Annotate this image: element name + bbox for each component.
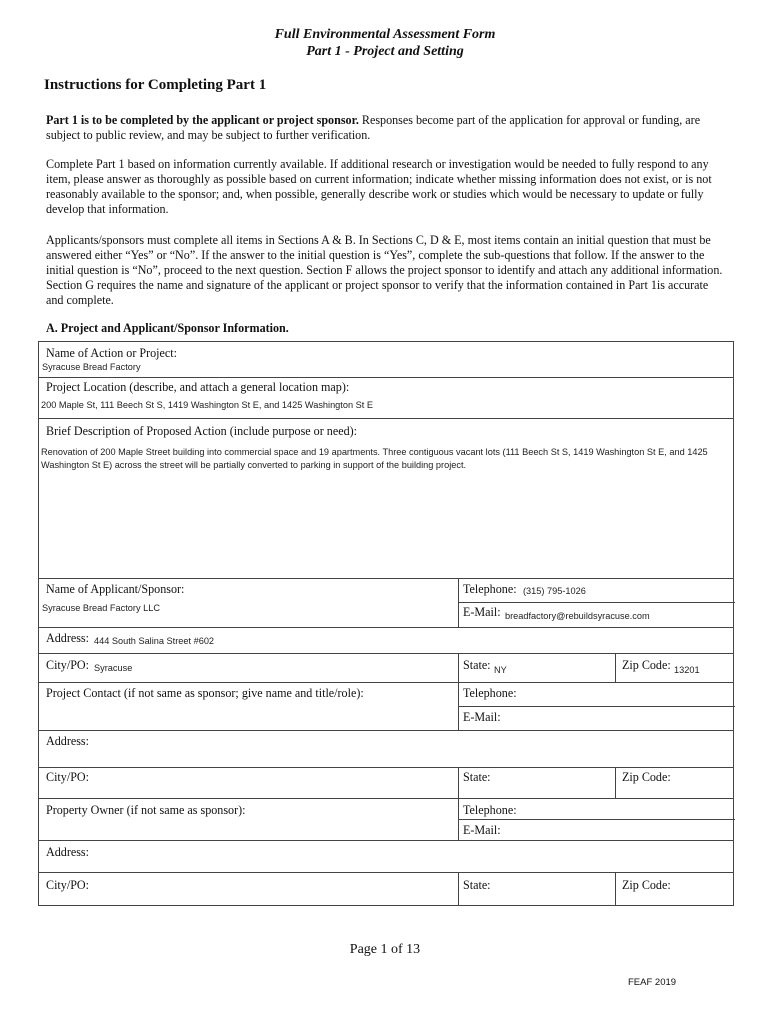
column-divider — [458, 798, 459, 840]
applicant-zip-label: Zip Code: — [622, 658, 671, 672]
applicant-state-field[interactable]: NY — [494, 665, 507, 675]
action-name-label: Name of Action or Project: — [46, 346, 177, 360]
contact-address-label: Address: — [46, 734, 89, 748]
row-divider — [39, 653, 733, 654]
column-divider — [458, 872, 459, 906]
instructions-heading: Instructions for Completing Part 1 — [44, 77, 267, 93]
owner-email-label: E-Mail: — [463, 823, 501, 837]
owner-telephone-label: Telephone: — [463, 803, 517, 817]
form-subtitle: Part 1 - Project and Setting — [306, 44, 464, 59]
instructions-paragraph-3: Applicants/sponsors must complete all items in Sections A & B. In Sections C, D & E, most items contain an initial question that must be answered either “Yes” or “No”. If the answer to the initial question is “Yes”, complete the sub-questions that follow. If the answer to the initial question is “No”, proceed to the next question. Section F allows the project sponsor to identify and attach any additional information. Section G requires the name and signature of the applicant or project sponsor to verify that the information contained in Part 1is accurate and complete. — [46, 233, 723, 307]
column-divider — [615, 872, 616, 906]
column-divider — [615, 767, 616, 798]
owner-address-label: Address: — [46, 845, 89, 859]
column-divider — [458, 767, 459, 798]
column-divider — [615, 653, 616, 682]
applicant-name-field[interactable]: Syracuse Bread Factory LLC — [42, 603, 160, 613]
owner-city-label: City/PO: — [46, 878, 90, 892]
contact-email-label: E-Mail: — [463, 710, 501, 724]
owner-name-label: Property Owner (if not same as sponsor): — [46, 803, 246, 817]
section-a-heading: A. Project and Applicant/Sponsor Information. — [46, 321, 289, 335]
applicant-state-label: State: — [463, 658, 491, 672]
row-divider — [39, 682, 733, 683]
instructions-p1-text: Responses become part of the application for approval or funding, are subject to public review, and may be subject to further verification. — [46, 113, 701, 142]
action-name-field[interactable]: Syracuse Bread Factory — [42, 362, 141, 372]
owner-state-label: State: — [463, 878, 491, 892]
row-divider — [458, 706, 735, 707]
page-number: Page 1 of 13 — [349, 942, 421, 957]
applicant-city-label: City/PO: — [46, 658, 90, 672]
applicant-address-label: Address: — [46, 631, 89, 645]
row-divider — [39, 578, 733, 579]
instructions-paragraph-2: Complete Part 1 based on information currently available. If additional research or investigation would be needed to fully respond to any item, please answer as thoroughly as possible based on current information; indicate whether missing information does not exist, or is not reasonably available to the sponsor; and, when possible, generally describe work or studies which would be necessary to update or fully develop that information. — [46, 157, 712, 216]
applicant-email-field[interactable]: breadfactory@rebuildsyracuse.com — [505, 611, 650, 621]
row-divider — [39, 767, 733, 768]
contact-zip-label: Zip Code: — [622, 770, 671, 784]
column-divider — [458, 653, 459, 730]
contact-state-label: State: — [463, 770, 491, 784]
row-divider — [39, 377, 733, 378]
applicant-email-label: E-Mail: — [463, 605, 501, 619]
applicant-name-label: Name of Applicant/Sponsor: — [46, 582, 185, 596]
row-divider — [39, 418, 733, 419]
form-title: Full Environmental Assessment Form — [274, 27, 496, 42]
instructions-p1-bold: Part 1 is to be completed by the applicant or project sponsor. — [46, 113, 359, 127]
form-code: FEAF 2019 — [628, 977, 677, 988]
row-divider — [458, 819, 735, 820]
instructions-paragraph-1 — [46, 113, 726, 143]
owner-zip-label: Zip Code: — [622, 878, 671, 892]
contact-city-label: City/PO: — [46, 770, 90, 784]
row-divider — [39, 872, 733, 873]
section-a-form — [38, 341, 734, 906]
row-divider — [458, 602, 735, 603]
description-label: Brief Description of Proposed Action (include purpose or need): — [46, 424, 358, 438]
applicant-telephone-field[interactable]: (315) 795-1026 — [523, 586, 586, 596]
applicant-city-field[interactable]: Syracuse — [94, 663, 133, 673]
project-location-label: Project Location (describe, and attach a general location map): — [46, 380, 350, 394]
description-field[interactable]: Renovation of 200 Maple Street building into commercial space and 19 apartments. Three contiguous vacant lots (111 Beech St S, 1419 Washington St E, and 1425 Washington St E) across the street will be partially converted to parking in support of the building project. — [41, 447, 708, 470]
column-divider — [458, 578, 459, 627]
project-location-field[interactable]: 200 Maple St, 111 Beech St S, 1419 Washington St E, and 1425 Washington St E — [41, 400, 373, 410]
applicant-zip-field[interactable]: 13201 — [674, 665, 700, 675]
applicant-address-field[interactable]: 444 South Salina Street #602 — [94, 636, 215, 646]
row-divider — [39, 730, 733, 731]
row-divider — [39, 840, 733, 841]
contact-name-label: Project Contact (if not same as sponsor; give name and title/role): — [46, 686, 364, 700]
contact-telephone-label: Telephone: — [463, 686, 517, 700]
row-divider — [39, 798, 733, 799]
applicant-telephone-label: Telephone: — [463, 582, 517, 596]
row-divider — [39, 627, 733, 628]
